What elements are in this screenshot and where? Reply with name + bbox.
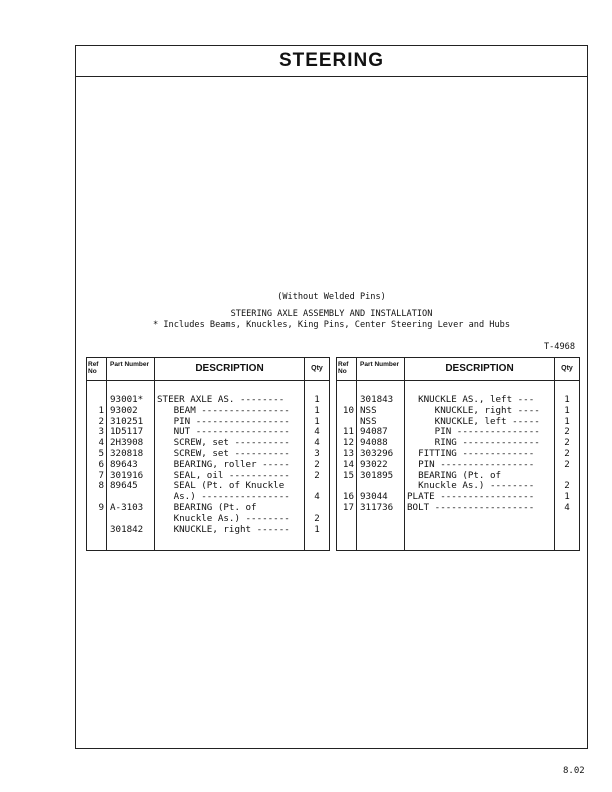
- quantity: 2: [564, 458, 570, 470]
- ref-number: 13: [342, 447, 354, 459]
- part-number: 301843: [360, 394, 394, 405]
- description: PLATE -----------------: [407, 492, 535, 503]
- part-number: 89643: [110, 458, 138, 470]
- quantity: 1: [564, 491, 570, 503]
- table-row: [87, 481, 329, 492]
- table-header: [337, 358, 579, 381]
- ref-number: 11: [342, 426, 354, 438]
- description: NUT -----------------: [157, 427, 290, 438]
- header-ref: Ref No: [88, 361, 99, 375]
- quantity: 3: [314, 447, 320, 459]
- description: BEARING (Pt. of: [407, 470, 502, 481]
- description: SEAL, oil -----------: [157, 470, 290, 481]
- part-number: 93044: [360, 491, 388, 503]
- ref-number: 4: [98, 437, 104, 449]
- part-number: A-3103: [110, 501, 144, 513]
- part-number: 310251: [110, 415, 144, 427]
- header-part: Part Number: [360, 361, 400, 368]
- table-row: [337, 406, 579, 417]
- page-title: STEERING: [76, 46, 587, 77]
- part-number: 94087: [360, 426, 388, 438]
- description: KNUCKLE, left -----: [407, 416, 540, 427]
- ref-number: 1: [98, 404, 104, 416]
- caption-note: (Without Welded Pins): [277, 292, 386, 302]
- ref-number: 16: [342, 491, 354, 503]
- table-row: [87, 460, 329, 471]
- caption-title: STEERING AXLE ASSEMBLY AND INSTALLATION: [230, 309, 433, 319]
- description: PIN -----------------: [157, 416, 290, 427]
- quantity: 2: [314, 458, 320, 470]
- quantity: 1: [564, 415, 570, 427]
- quantity: 2: [314, 512, 320, 524]
- description: BEARING (Pt. of: [157, 502, 257, 513]
- quantity: 2: [564, 426, 570, 438]
- header-part: Part Number: [110, 361, 150, 368]
- header-description: DESCRIPTION: [445, 363, 514, 374]
- part-number: NSS: [360, 404, 377, 416]
- description: SCREW, set ----------: [157, 448, 290, 459]
- description: KNUCKLE, right ----: [407, 405, 540, 416]
- quantity: 1: [314, 523, 320, 535]
- ref-number: 14: [342, 458, 354, 470]
- quantity: 4: [314, 437, 320, 449]
- ref-number: 2: [98, 415, 104, 427]
- quantity: 2: [564, 447, 570, 459]
- description: KNUCKLE, right ------: [157, 524, 290, 535]
- part-number: 93002: [110, 404, 138, 416]
- quantity: 1: [564, 404, 570, 416]
- page-number: 8.02: [563, 766, 585, 776]
- ref-number: 12: [342, 437, 354, 449]
- table-row: [337, 471, 579, 482]
- header-qty: Qty: [561, 365, 573, 372]
- part-number: 320818: [110, 447, 144, 459]
- part-number: 301895: [360, 469, 394, 481]
- quantity: 4: [314, 491, 320, 503]
- part-number: 93022: [360, 458, 388, 470]
- quantity: 2: [564, 437, 570, 449]
- quantity: 1: [314, 394, 320, 405]
- ref-number: 7: [98, 469, 104, 481]
- part-number: 301916: [110, 469, 144, 481]
- ref-number: 5: [98, 447, 104, 459]
- parts-table-left: [86, 357, 330, 551]
- quantity: 1: [564, 394, 570, 405]
- description: KNUCKLE AS., left ---: [407, 395, 535, 405]
- description: Knuckle As.) --------: [157, 513, 290, 524]
- table-header: [87, 358, 329, 381]
- part-number: NSS: [360, 415, 377, 427]
- ref-number: 9: [98, 501, 104, 513]
- table-row: [87, 525, 329, 536]
- part-number: 93001*: [110, 394, 144, 405]
- part-number: 1D5117: [110, 426, 144, 438]
- table-row: [87, 514, 329, 525]
- description: PIN -----------------: [407, 459, 535, 470]
- description: Knuckle As.) --------: [407, 481, 535, 492]
- ref-number: 3: [98, 426, 104, 438]
- description: BOLT ------------------: [407, 502, 535, 513]
- caption-footnote: * Includes Beams, Knuckles, King Pins, Center Steering Lever and Hubs: [153, 320, 510, 330]
- part-number: 2H3908: [110, 437, 144, 449]
- description: BEAM ----------------: [157, 405, 290, 416]
- part-number: 94088: [360, 437, 388, 449]
- description: STEER AXLE AS. --------: [157, 395, 285, 405]
- quantity: 1: [314, 415, 320, 427]
- parts-table-right: [336, 357, 580, 551]
- ref-number: 8: [98, 480, 104, 492]
- page-frame: [75, 45, 588, 749]
- table-row: [87, 406, 329, 417]
- ref-number: 15: [342, 469, 354, 481]
- description: PIN ---------------: [407, 427, 540, 438]
- quantity: 4: [314, 426, 320, 438]
- header-ref: Ref No: [338, 361, 349, 375]
- description: BEARING, roller -----: [157, 459, 290, 470]
- description: RING --------------: [407, 438, 540, 449]
- quantity: 2: [314, 469, 320, 481]
- part-number: 89645: [110, 480, 138, 492]
- ref-number: 10: [342, 404, 354, 416]
- description: SCREW, set ----------: [157, 438, 290, 449]
- table-row: [337, 503, 579, 514]
- quantity: 4: [564, 501, 570, 513]
- header-qty: Qty: [311, 365, 323, 372]
- table-row: [87, 503, 329, 514]
- part-number: 303296: [360, 447, 394, 459]
- part-number: 311736: [360, 501, 394, 513]
- description: SEAL (Pt. of Knuckle: [157, 481, 285, 492]
- part-number: 301842: [110, 523, 144, 535]
- table-row: [337, 460, 579, 471]
- quantity: 1: [314, 404, 320, 416]
- ref-number: 17: [342, 501, 354, 513]
- ref-number: 6: [98, 458, 104, 470]
- header-description: DESCRIPTION: [195, 363, 264, 374]
- description: As.) ----------------: [157, 492, 290, 503]
- quantity: 2: [564, 480, 570, 492]
- illustration-number: T-4968: [543, 342, 575, 352]
- description: FITTING -------------: [407, 448, 535, 459]
